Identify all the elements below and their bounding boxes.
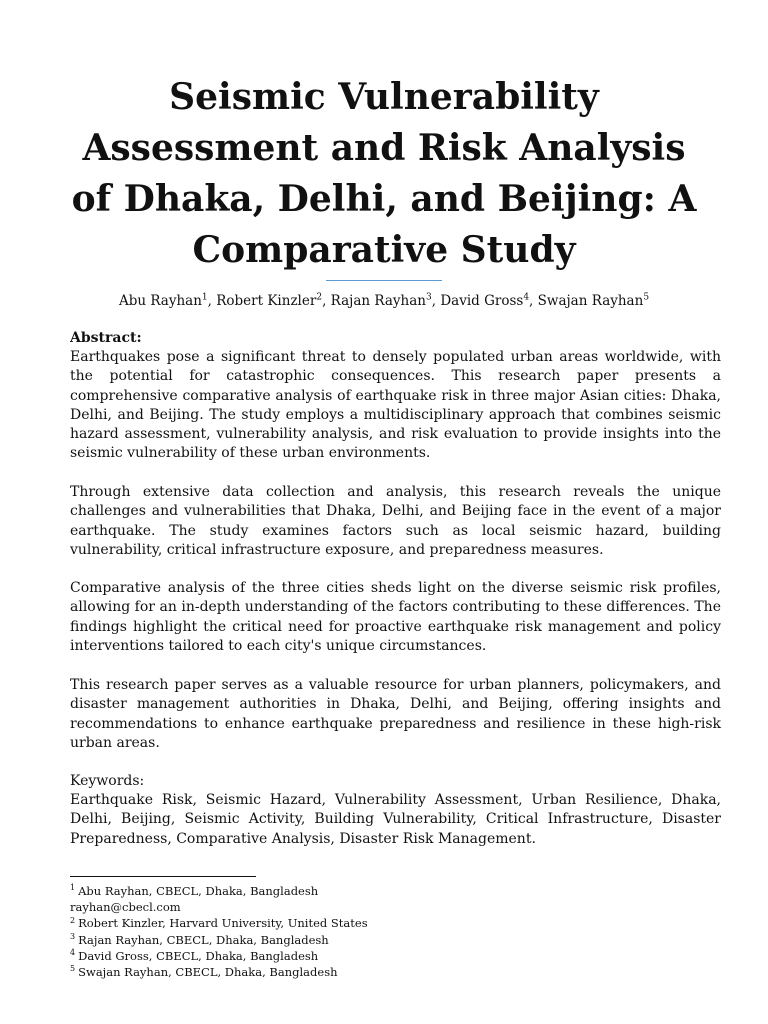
author: Swajan Rayhan$^5$ xyxy=(537,292,650,309)
footnote-item: $^1$ Abu Rayhan, CBECL, Dhaka, Bangladesh xyxy=(70,883,319,898)
footnote-item: $^2$ Robert Kinzler, Harvard University, United States xyxy=(70,915,368,931)
author-list xyxy=(60,291,708,311)
footnote-list xyxy=(70,883,710,980)
author: Robert Kinzler$^2$, xyxy=(216,292,331,309)
title-divider xyxy=(326,280,442,281)
keywords-text: Earthquake Risk, Seismic Hazard, Vulnerability Assessment, Urban Resilience, Dhaka, Delhi, Beijing, Seismic Activity, Building Vulnerability, Critical Infrastructure, Disaster Preparedness, Comparative Analysis, Disaster Risk Management. xyxy=(70,792,721,847)
author: Abu Rayhan$^1$, xyxy=(118,292,217,309)
abstract-paragraph: Comparative analysis of the three cities sheds light on the diverse seismic risk profiles, allowing for an in-depth understanding of the factors contributing to these differences. The findings highlight the critical need for proactive earthquake risk management and policy interventions tailored to each city's unique circumstances. xyxy=(70,580,721,654)
footnote-item: $^3$ Rajan Rayhan, CBECL, Dhaka, Bangladesh xyxy=(70,931,329,947)
abstract-paragraph: This research paper serves as a valuable resource for urban planners, policymakers, and disaster management authorities in Dhaka, Delhi, and Beijing, offering insights and recommendations to enhance earthquake preparedness and resilience in these high-risk urban areas. xyxy=(70,677,721,751)
footnote-divider xyxy=(70,876,256,877)
abstract-paragraph: Through extensive data collection and analysis, this research reveals the unique challenges and vulnerabilities that Dhaka, Delhi, and Beijing face in the event of a major earthquake. The study examines factors such as local seismic hazard, building vulnerability, critical infrastructure exposure, and preparedness measures. xyxy=(70,484,721,558)
abstract-heading: Abstract: xyxy=(70,330,142,346)
paper-title: Seismic Vulnerability Assessment and Risk Analysis of Dhaka, Delhi, and Beijing: A Comparative Study xyxy=(71,76,697,271)
footnote-item: $^4$ David Gross, CBECL, Dhaka, Bangladesh xyxy=(70,947,319,963)
footnote-item: $^5$ Swajan Rayhan, CBECL, Dhaka, Bangladesh xyxy=(70,964,338,980)
abstract-paragraph: Earthquakes pose a significant threat to densely populated urban areas worldwide, with the potential for catastrophic consequences. This research paper presents a comprehensive comparative analysis of earthquake risk in three major Asian cities: Dhaka, Delhi, and Beijing. The study employs a multidisciplinary approach that combines seismic hazard assessment, vulnerability analysis, and risk evaluation to provide insights into the seismic vulnerability of these urban environments. xyxy=(70,349,721,462)
footnote-item: rayhan@cbecl.com xyxy=(70,900,181,915)
keywords-heading: Keywords: xyxy=(70,773,145,789)
author: David Gross$^4$, xyxy=(440,292,538,309)
author: Rajan Rayhan$^3$, xyxy=(330,292,441,309)
